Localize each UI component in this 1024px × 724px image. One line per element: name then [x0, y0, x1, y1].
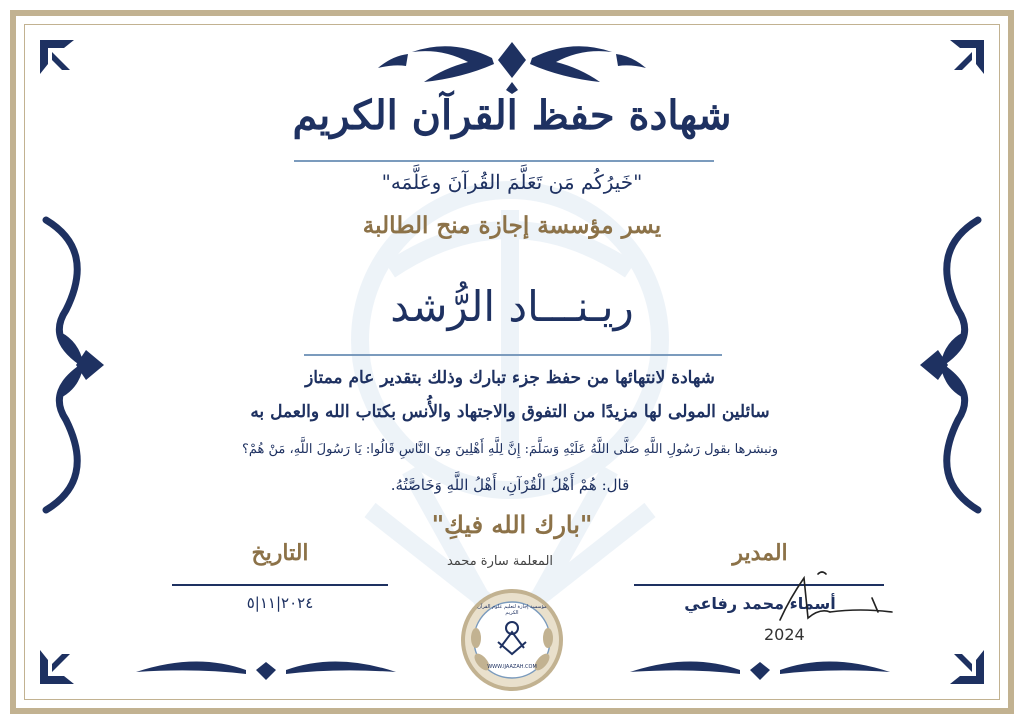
seal-text: مؤسسة إجازة لتعليم علوم القرآن الكريم [477, 604, 547, 616]
name-divider [304, 354, 722, 356]
title-divider [294, 160, 714, 162]
body-line-2: سائلين المولى لها مزيدًا من التفوق والاجتهاد والأُنس بكتاب الله والعمل به [250, 402, 770, 422]
seal-url: WWW.IJAAZAH.COM [487, 664, 537, 670]
corner-ornament-bottom-left-icon [40, 650, 74, 684]
corner-ornament-top-left-icon [40, 40, 74, 74]
date-line [172, 584, 388, 586]
top-ornament-icon [372, 38, 652, 94]
student-name: ريـنـــاد الرُّشد [390, 282, 634, 331]
body-line-1: شهادة لانتهائها من حفظ جزء تبارك وذلك بتقدير عام ممتاز [305, 368, 715, 388]
director-label: المدير [732, 540, 788, 566]
corner-ornament-bottom-right-icon [950, 650, 984, 684]
body-line-4: قال: هُمْ أَهْلُ الْقُرْآنِ، أَهْلُ اللَّهِ وَخَاصَّتُهُ. [390, 476, 630, 494]
date-value: ٢٠٢٤|١١|٥ [246, 594, 314, 612]
right-side-ornament-icon [918, 210, 988, 520]
hadith-quote: "خَيرُكُم مَن تَعَلَّمَ القُرآنَ وعَلَّمَه" [381, 170, 643, 194]
teacher-name: المعلمة سارة محمد [446, 554, 554, 569]
date-label: التاريخ [251, 540, 309, 566]
blessing-text: "بارك الله فيكِ" [431, 510, 593, 539]
certificate-title: شهادة حفظ القرآن الكريم [292, 92, 732, 139]
corner-ornament-top-right-icon [950, 40, 984, 74]
intro-text: يسر مؤسسة إجازة منح الطالبة [362, 212, 662, 239]
left-side-ornament-icon [36, 210, 106, 520]
signature-year: 2024 [764, 625, 805, 644]
bottom-left-ornament-icon [96, 652, 436, 688]
director-signature-icon [760, 568, 900, 648]
institution-seal [460, 588, 564, 692]
director-name: أسماء محمد رفاعي [684, 594, 836, 613]
bottom-ornament-icon [590, 652, 930, 688]
body-line-3: ونبشرها بقول رَسُولِ اللَّهِ صَلَّى اللَّهُ عَلَيْهِ وَسَلَّمَ: إِنَّ لِلَّهِ أَهْلِينَ مِنَ النَّاسِ قَالُوا: يَا رَسُولَ اللَّهِ، مَنْ هُمْ؟ [241, 442, 779, 457]
